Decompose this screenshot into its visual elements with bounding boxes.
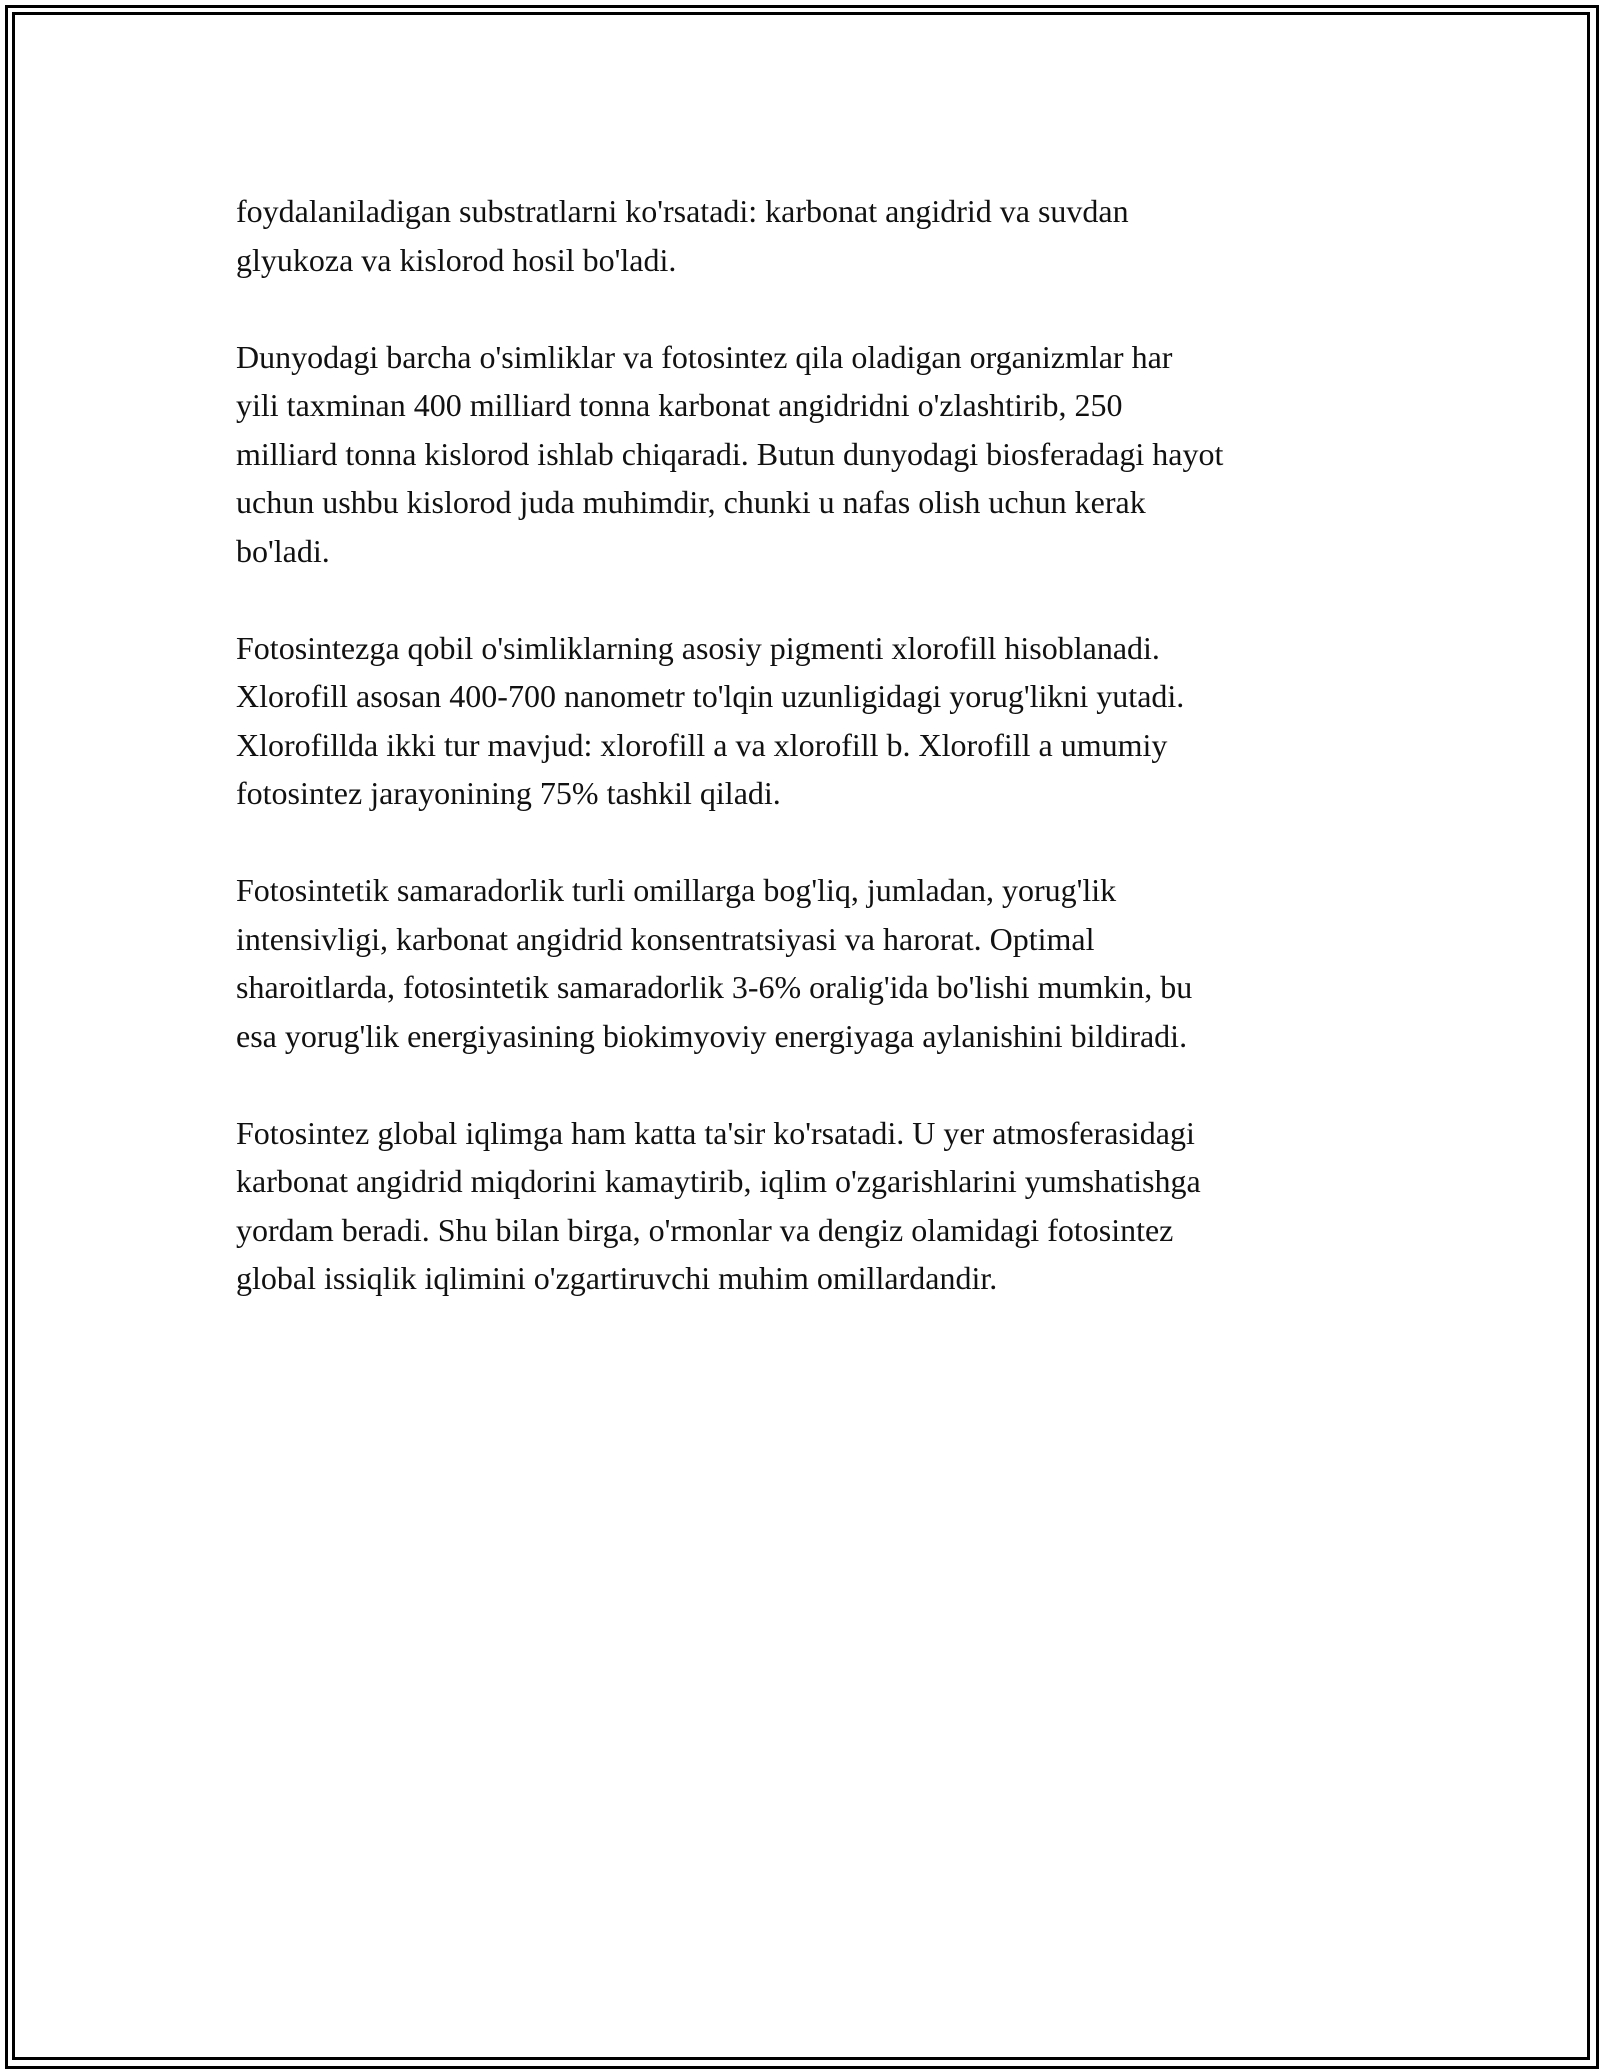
text-line: foydalaniladigan substratlarni ko'rsatadi: karbonat angidrid va suvdan: [236, 193, 1129, 229]
paragraph-3: [236, 624, 1386, 818]
text-line: global issiqlik iqlimini o'zgartiruvchi muhim omillardandir.: [236, 1260, 998, 1296]
text-line: karbonat angidrid miqdorini kamaytirib, iqlim o'zgarishlarini yumshatishga: [236, 1163, 1201, 1199]
paragraph-1: [236, 187, 1386, 284]
text-line: Fotosintetik samaradorlik turli omillarga bog'liq, jumladan, yorug'lik: [236, 872, 1117, 908]
text-line: bo'ladi.: [236, 532, 330, 569]
paragraph-4: [236, 866, 1386, 1060]
text-line: Dunyodagi barcha o'simliklar va fotosintez qila oladigan organizmlar har: [236, 338, 1173, 375]
text-line: Fotosintezga qobil o'simliklarning asosiy pigmenti xlorofill hisoblanadi.: [236, 629, 1160, 666]
paragraph-2: [236, 333, 1386, 576]
text-line: glyukoza va kislorod hosil bo'ladi.: [236, 241, 677, 278]
text-line: yordam beradi. Shu bilan birga, o'rmonlar va dengiz olamidagi fotosintez: [236, 1211, 1174, 1248]
document-body: [236, 187, 1386, 1351]
text-line: yili taxminan 400 milliard tonna karbonat angidridni o'zlashtirib, 250: [236, 387, 1123, 423]
text-line: milliard tonna kislorod ishlab chiqaradi. Butun dunyodagi biosferadagi hayot: [236, 435, 1224, 472]
text-line: esa yorug'lik energiyasining biokimyoviy energiyaga aylanishini bildiradi.: [236, 1017, 1188, 1054]
text-line: fotosintez jarayonining 75% tashkil qiladi.: [236, 775, 781, 811]
text-line: Xlorofill asosan 400-700 nanometr to'lqin uzunligidagi yorug'likni yutadi.: [236, 678, 1185, 714]
text-line: intensivligi, karbonat angidrid konsentratsiyasi va harorat. Optimal: [236, 920, 1095, 957]
text-line: uchun ushbu kislorod juda muhimdir, chunki u nafas olish uchun kerak: [236, 484, 1146, 520]
paragraph-5: [236, 1109, 1386, 1303]
text-line: Fotosintez global iqlimga ham katta ta'sir ko'rsatadi. U yer atmosferasidagi: [236, 1114, 1195, 1151]
text-line: sharoitlarda, fotosintetik samaradorlik 3-6% oralig'ida bo'lishi mumkin, bu: [236, 969, 1193, 1005]
text-line: Xlorofillda ikki tur mavjud: xlorofill a va xlorofill b. Xlorofill a umumiy: [236, 726, 1168, 763]
